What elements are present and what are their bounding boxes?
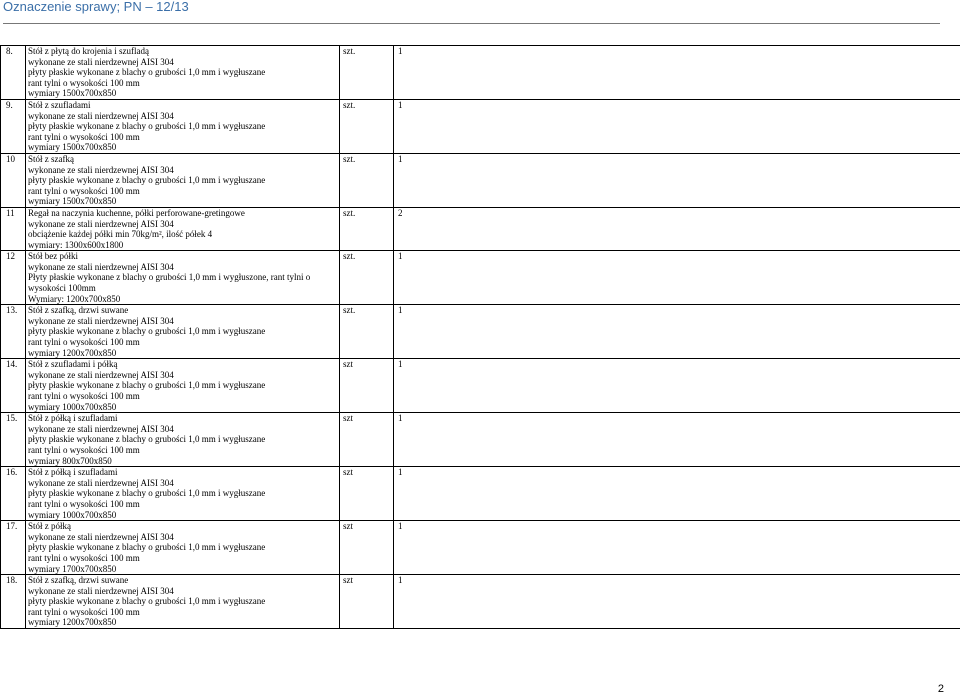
table-row — [1, 521, 960, 575]
table-row — [1, 575, 960, 629]
item-detail: rant tylni o wysokości 100 mm — [28, 185, 140, 196]
item-detail: wymiary 1500x700x850 — [28, 88, 117, 99]
item-title: Stół z szufladami i półką — [28, 359, 118, 370]
item-number: 18. — [6, 575, 18, 586]
item-quantity: 1 — [398, 575, 403, 586]
case-reference: Oznaczenie sprawy; PN – 12/13 — [3, 0, 189, 14]
item-quantity: 1 — [398, 153, 403, 164]
item-detail: rant tylni o wysokości 100 mm — [28, 77, 140, 88]
item-detail: wykonane ze stali nierdzewnej AISI 304 — [28, 531, 174, 542]
item-number: 14. — [6, 359, 18, 370]
item-detail: rant tylni o wysokości 100 mm — [28, 498, 140, 509]
item-detail: wymiary 1500x700x850 — [28, 196, 117, 207]
item-detail: rant tylni o wysokości 100 mm — [28, 444, 140, 455]
item-detail: wykonane ze stali nierdzewnej AISI 304 — [28, 477, 174, 488]
item-quantity: 1 — [398, 413, 403, 424]
item-quantity: 1 — [398, 359, 403, 370]
item-detail: wymiary 800x700x850 — [28, 455, 112, 466]
item-quantity: 1 — [398, 521, 403, 532]
item-quantity: 1 — [398, 99, 403, 110]
item-title: Stół bez półki — [28, 251, 78, 262]
item-title: Stół z szufladami — [28, 99, 91, 110]
item-quantity: 1 — [398, 46, 403, 56]
item-detail: wykonane ze stali nierdzewnej AISI 304 — [28, 164, 174, 175]
item-unit: szt. — [343, 305, 356, 316]
item-detail: płyty płaskie wykonane z blachy o grubości 1,0 mm i wygłuszane — [28, 121, 266, 132]
item-detail: rant tylni o wysokości 100 mm — [28, 552, 140, 563]
table-row — [1, 413, 960, 467]
equipment-table — [0, 45, 960, 629]
item-quantity: 1 — [398, 251, 403, 262]
item-detail: obciążenie każdej półki min 70kg/m², ilość półek 4 — [28, 229, 213, 240]
header-divider — [3, 23, 940, 24]
item-detail: wykonane ze stali nierdzewnej AISI 304 — [28, 423, 174, 434]
table-row — [1, 251, 960, 305]
item-quantity: 1 — [398, 467, 403, 478]
table-row — [1, 305, 960, 359]
item-detail: płyty płaskie wykonane z blachy o grubości 1,0 mm i wygłuszane — [28, 326, 266, 337]
item-title: Regał na naczynia kuchenne, półki perforowane-gretingowe — [28, 207, 245, 218]
item-number: 16. — [6, 467, 18, 478]
item-detail: wykonane ze stali nierdzewnej AISI 304 — [28, 585, 174, 596]
item-detail: rant tylni o wysokości 100 mm — [28, 606, 140, 617]
item-unit: szt. — [343, 99, 356, 110]
item-unit: szt. — [343, 46, 356, 56]
item-title: Stół z półką — [28, 521, 71, 532]
item-title: Stół z półką i szufladami — [28, 413, 118, 424]
item-number: 9. — [6, 99, 13, 110]
table-row — [1, 153, 960, 207]
item-detail: płyty płaskie wykonane z blachy o grubości 1,0 mm i wygłuszane — [28, 542, 266, 553]
item-detail: płyty płaskie wykonane z blachy o grubości 1,0 mm i wygłuszane — [28, 596, 266, 607]
item-number: 15. — [6, 413, 18, 424]
item-description — [26, 154, 339, 207]
item-description — [26, 251, 339, 304]
item-detail: wykonane ze stali nierdzewnej AISI 304 — [28, 369, 174, 380]
item-detail: wykonane ze stali nierdzewnej AISI 304 — [28, 315, 174, 326]
item-detail: płyty płaskie wykonane z blachy o grubości 1,0 mm i wygłuszane — [28, 380, 266, 391]
item-detail: wykonane ze stali nierdzewnej AISI 304 — [28, 261, 174, 272]
item-number: 17. — [6, 521, 18, 532]
item-detail: wymiary 1700x700x850 — [28, 563, 117, 574]
item-detail: rant tylni o wysokości 100 mm — [28, 391, 140, 401]
item-description — [26, 359, 339, 412]
item-detail: wymiary 1000x700x850 — [28, 509, 117, 520]
item-number: 12 — [6, 251, 15, 262]
table-row — [1, 46, 960, 100]
item-title: Stół z płytą do krojenia i szufladą — [28, 46, 149, 56]
item-unit: szt — [343, 467, 353, 478]
item-unit: szt. — [343, 153, 356, 164]
item-title: Stół z półką i szufladami — [28, 467, 118, 478]
item-detail: wykonane ze stali nierdzewnej AISI 304 — [28, 110, 174, 121]
item-detail: Wymiary: 1200x700x850 — [28, 293, 121, 304]
item-detail: płyty płaskie wykonane z blachy o grubości 1,0 mm i wygłuszane — [28, 488, 266, 499]
item-description — [26, 521, 339, 574]
item-unit: szt — [343, 359, 353, 370]
item-number: 10 — [6, 153, 15, 164]
document-header — [3, 0, 940, 20]
item-title: Stół z szafką, drzwi suwane — [28, 305, 129, 316]
item-title: Stół z szafką, drzwi suwane — [28, 575, 129, 586]
page-number: 2 — [937, 683, 944, 695]
item-detail: wymiary 1500x700x850 — [28, 142, 117, 153]
item-unit: szt — [343, 413, 353, 424]
item-detail: Płyty płaskie wykonane z blachy o grubości 1,0 mm i wygłuszone, rant tylni o wysokości 100mm — [28, 272, 311, 294]
item-detail: wykonane ze stali nierdzewnej AISI 304 — [28, 218, 174, 229]
item-description — [26, 46, 339, 99]
item-unit: szt. — [343, 207, 356, 218]
item-description — [26, 575, 339, 628]
table-row — [1, 99, 960, 153]
item-number: 8. — [6, 46, 13, 56]
table-row — [1, 467, 960, 521]
table-row — [1, 359, 960, 413]
item-detail: płyty płaskie wykonane z blachy o grubości 1,0 mm i wygłuszane — [28, 175, 266, 186]
item-unit: szt. — [343, 251, 356, 262]
table-row — [1, 207, 960, 250]
item-detail: wymiary: 1300x600x1800 — [28, 239, 124, 250]
item-description — [26, 413, 339, 466]
item-detail: płyty płaskie wykonane z blachy o grubości 1,0 mm i wygłuszane — [28, 434, 266, 445]
item-quantity: 2 — [398, 207, 403, 218]
item-unit: szt — [343, 521, 353, 532]
item-detail: rant tylni o wysokości 100 mm — [28, 337, 140, 348]
item-description — [26, 467, 339, 520]
item-detail: wymiary 1200x700x850 — [28, 347, 117, 358]
item-detail: rant tylni o wysokości 100 mm — [28, 131, 140, 142]
item-detail: płyty płaskie wykonane z blachy o grubości 1,0 mm i wygłuszane — [28, 67, 266, 78]
item-detail: wymiary 1200x700x850 — [28, 617, 117, 628]
item-title: Stół z szafką — [28, 153, 74, 164]
item-unit: szt — [343, 575, 353, 586]
item-detail: wymiary 1000x700x850 — [28, 401, 117, 412]
item-quantity: 1 — [398, 305, 403, 316]
item-description — [26, 100, 339, 153]
item-detail: wykonane ze stali nierdzewnej AISI 304 — [28, 56, 174, 67]
item-description — [26, 305, 339, 358]
item-number: 13. — [6, 305, 18, 316]
item-number: 11 — [6, 207, 15, 218]
item-description — [26, 208, 339, 250]
